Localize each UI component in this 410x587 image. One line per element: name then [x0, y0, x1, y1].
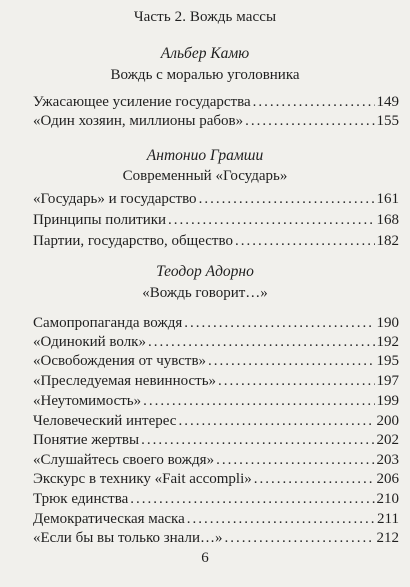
toc-entry: [33, 471, 399, 491]
toc-entry-title: Понятие жертвы: [33, 432, 140, 448]
toc-entry-page: 210: [376, 491, 399, 507]
toc-entry: [33, 393, 399, 413]
toc-leader-dots: [235, 233, 375, 250]
toc-entry-title: «Одинокий волк»: [33, 334, 146, 350]
toc-entry: [33, 452, 399, 472]
toc-entry-title: Демократическая маска: [33, 511, 185, 527]
toc-entry: [33, 315, 399, 335]
toc-entry: [33, 212, 399, 232]
toc-entry-title: Трюк единства: [33, 491, 129, 507]
toc-leader-dots: [143, 393, 374, 410]
toc-entry-title: «Слушайтесь своего вождя»: [33, 452, 215, 468]
section-author-adorno: Теодор Адорно: [156, 263, 254, 280]
toc-entry-title: «Если бы вы только знали…»: [33, 530, 223, 546]
toc-entry-title: «Освобождения от чувств»: [33, 353, 207, 369]
toc-entry: [33, 191, 399, 211]
section-author-gramsci: Антонио Грамши: [146, 147, 264, 164]
toc-leader-dots: [178, 413, 374, 430]
toc-entry-title: «Неутомимость»: [33, 393, 142, 409]
toc-entry-page: 192: [376, 334, 399, 350]
toc-entry-page: 211: [377, 511, 399, 527]
toc-entry: [33, 373, 399, 393]
section-work-title: Вождь с моралью уголовника: [110, 67, 300, 83]
toc-entry-page: 161: [376, 191, 399, 207]
toc-entry-title: Партии, государство, общество: [33, 233, 233, 249]
toc-entry-page: 206: [376, 471, 399, 487]
toc-entry-page: 199: [376, 393, 399, 409]
toc-entry-page: 202: [376, 432, 399, 448]
toc-leader-dots: [245, 113, 374, 130]
toc-leader-dots: [187, 511, 375, 528]
toc-entry-page: 168: [376, 212, 399, 228]
toc-entry-page: 200: [376, 413, 399, 429]
toc-entry-title: Самопропаганда вождя: [33, 315, 183, 331]
section-author-camus: Альбер Камю: [160, 45, 250, 62]
toc-entry: [33, 113, 399, 133]
toc-entry-page: 190: [376, 315, 399, 331]
toc-leader-dots: [224, 530, 374, 547]
toc-entry-page: 203: [376, 452, 399, 468]
toc-entry-title: Принципы политики: [33, 212, 167, 228]
toc-entry: [33, 511, 399, 531]
toc-entry-title: «Один хозяин, миллионы рабов»: [33, 113, 244, 129]
toc-leader-dots: [218, 373, 374, 390]
part-title: Часть 2. Вождь массы: [133, 9, 277, 25]
toc-entry: [33, 432, 399, 452]
page-number: 6: [201, 550, 209, 566]
toc-entry: [33, 413, 399, 433]
toc-leader-dots: [148, 334, 375, 351]
toc-entry-page: 182: [376, 233, 399, 249]
toc-entry: [33, 530, 399, 550]
section-work-title: «Вождь говорит…»: [142, 285, 268, 301]
toc-entry: [33, 491, 399, 511]
toc-entry-page: 197: [376, 373, 399, 389]
toc-entry-title: Экскурс в технику «Fait accompli»: [33, 471, 252, 487]
toc-entry-page: 155: [376, 113, 399, 129]
toc-leader-dots: [208, 353, 374, 370]
toc-entry-title: «Преследуемая невинность»: [33, 373, 217, 389]
toc-entry-page: 195: [376, 353, 399, 369]
toc-leader-dots: [253, 94, 375, 111]
toc-entry-page: 149: [376, 94, 399, 110]
toc-entry: [33, 334, 399, 354]
section-work-title: Современный «Государь»: [122, 168, 288, 184]
toc-entry-title: Человеческий интерес: [33, 413, 177, 429]
toc-entry: [33, 233, 399, 253]
toc-entry: [33, 353, 399, 373]
toc-leader-dots: [184, 315, 374, 332]
toc-leader-dots: [216, 452, 374, 469]
toc-leader-dots: [141, 432, 374, 449]
toc-leader-dots: [199, 191, 375, 208]
toc-entry-title: «Государь» и государство: [33, 191, 197, 207]
toc-entry-page: 212: [376, 530, 399, 546]
toc-leader-dots: [130, 491, 374, 508]
toc-entry-title: Ужасающее усиление государства: [33, 94, 251, 110]
toc-entry: [33, 94, 399, 114]
toc-leader-dots: [254, 471, 375, 488]
toc-leader-dots: [168, 212, 374, 229]
